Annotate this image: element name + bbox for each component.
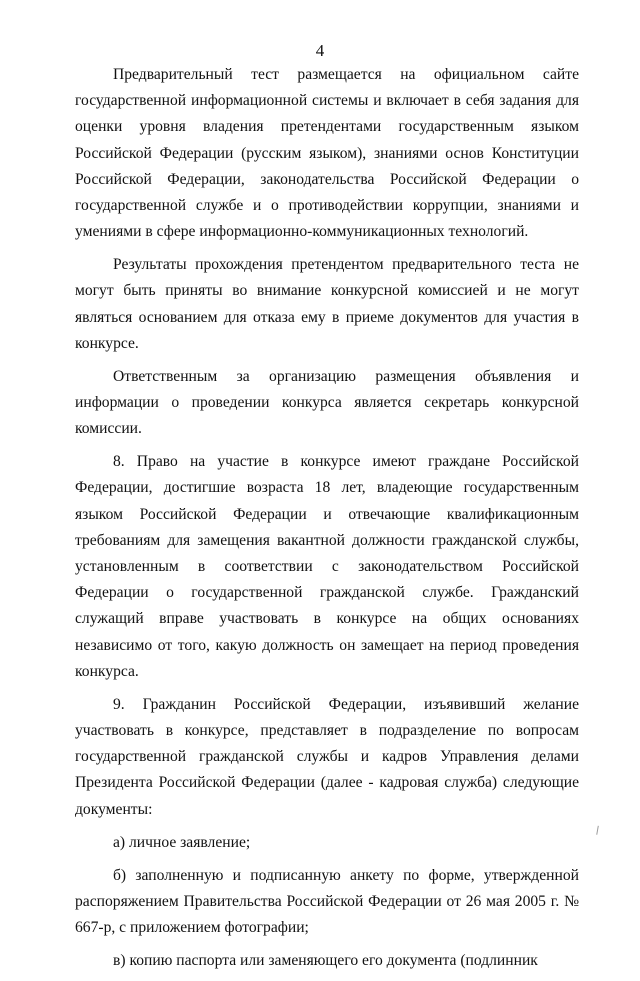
paragraph-responsible-secretary: Ответственным за организацию размещения объявления и информации о проведении конкурса является секретарь конкурсной комиссии. (75, 367, 579, 438)
page-number: 4 (315, 41, 325, 60)
list-item-b: б) заполненную и подписанную анкету по форме, утвержденной распоряжением Правительства Российской Федерации от 26 мая 2005 г. № 667-р, с приложением фотографии; (75, 866, 579, 937)
paragraph-item-9: 9. Гражданин Российской Федерации, изъявивший желание участвовать в конкурсе, представляет в подразделение по вопросам государственной гражданской службы и кадров Управления делами Президента Российской Федерации (далее - кадровая служба) следующие документы: (75, 695, 579, 818)
margin-mark (596, 826, 602, 836)
paragraph-preliminary-test: Предварительный тест размещается на официальном сайте государственной информационной системы и включает в себя задания для оценки уровня владения претендентами государственным языком Российской Федерации (русским языком), знаниями основ Конституции Российской Федерации, законодательства Российской Федерации о государственной службе и о противодействии коррупции, знаниями и умениями в сфере информационно-коммуникационных технологий. (75, 66, 579, 241)
list-item-a: а) личное заявление; (113, 833, 251, 851)
list-item-v: в) копию паспорта или заменяющего его документа (подлинник (113, 952, 538, 970)
paragraph-test-results: Результаты прохождения претендентом предварительного теста не могут быть приняты во внимание конкурсной комиссией и не могут являться основанием для отказа ему в приеме документов для участия в конкурсе. (75, 256, 579, 352)
document-body (75, 62, 579, 981)
paragraph-item-8: 8. Право на участие в конкурсе имеют граждане Российской Федерации, достигшие возраста 18 лет, владеющие государственным языком Российской Федерации и отвечающие квалификационным требованиям для замещения вакантной должности гражданской службы, установленным в соответствии с законодательством Российской Федерации о государственной гражданской службе. Гражданский служащий вправе участвовать в конкурсе на общих основаниях независимо от того, какую должность он замещает на период проведения конкурса. (75, 453, 579, 680)
